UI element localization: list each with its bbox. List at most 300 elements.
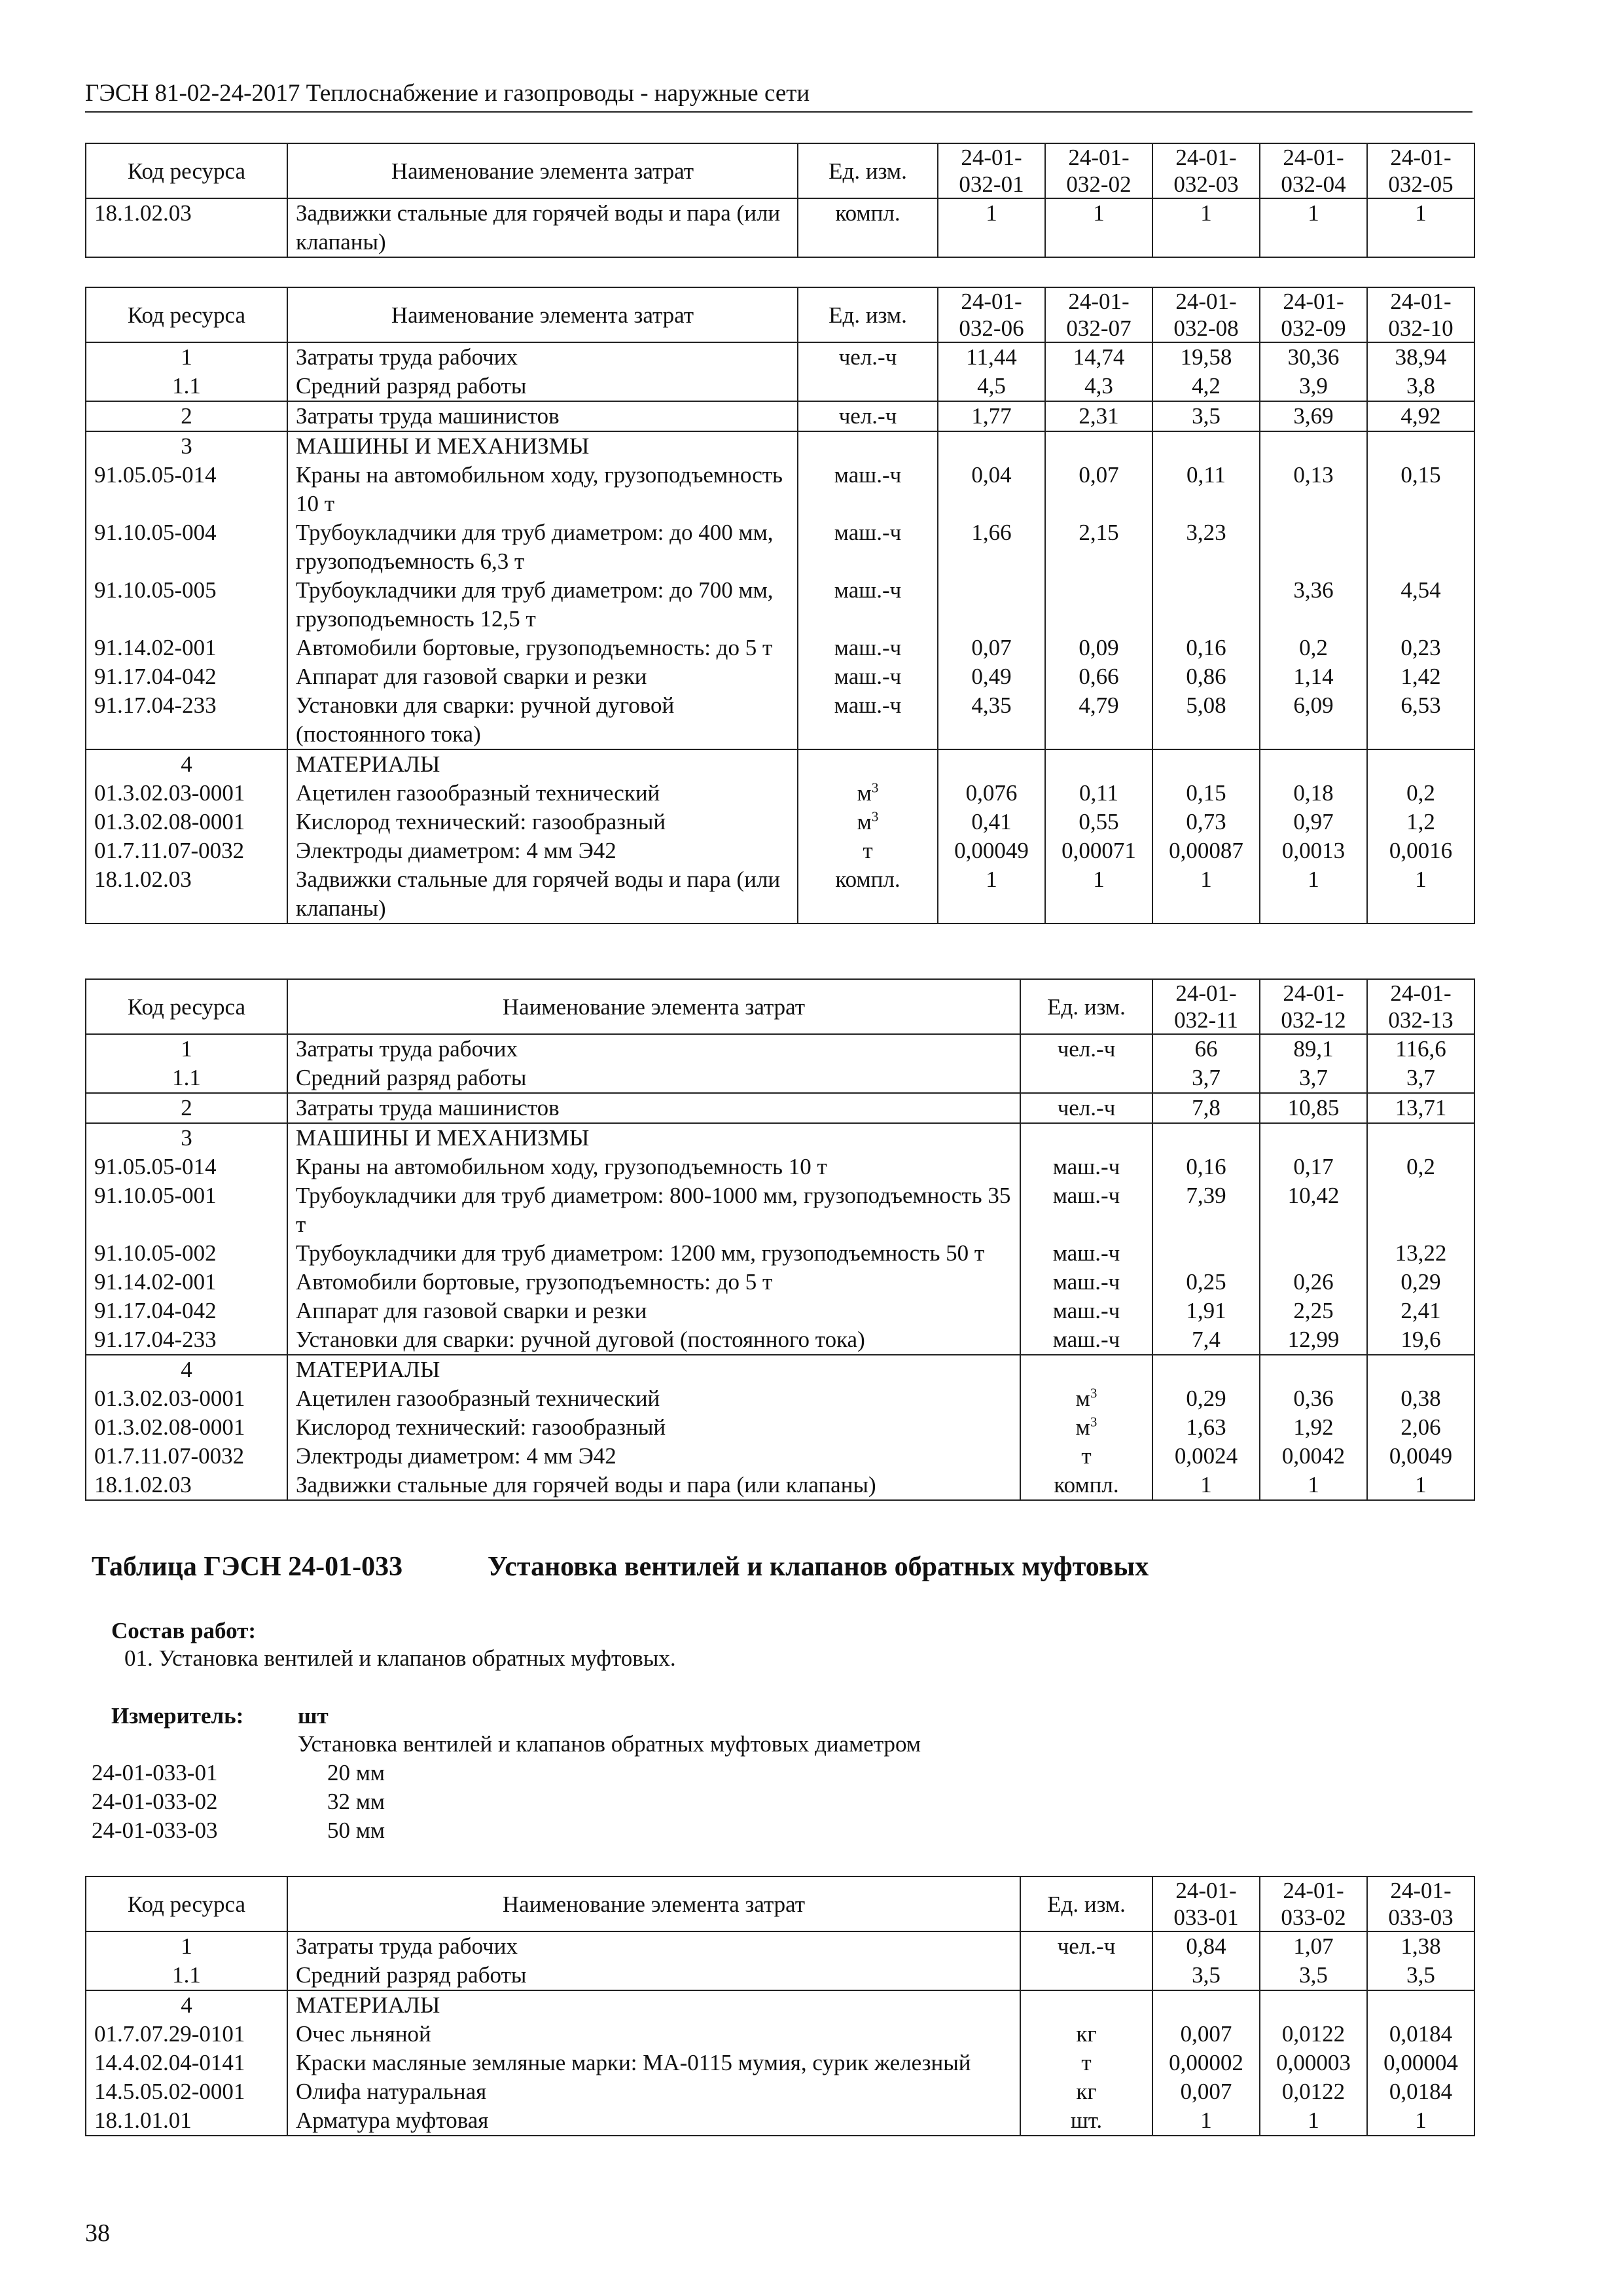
resource-code: 1 [86,1931,287,1961]
table-row [86,749,1474,779]
norm-value [1367,1123,1474,1153]
table-row [86,865,1474,924]
unit [798,749,938,779]
resource-name: Арматура муфтовая [287,2106,1020,2136]
norm-value: 1,14 [1260,662,1367,691]
measure-item-code: 24-01-033-01 [92,1760,218,1785]
table-row [86,1064,1474,1093]
resource-table-032-01-05 [85,143,1475,258]
measure-item-code: 24-01-033-03 [92,1818,218,1843]
table-row [86,634,1474,662]
resource-code: 14.4.02.04-0141 [86,2049,287,2077]
norm-value: 0,07 [938,634,1045,662]
table-row [86,518,1474,576]
header-norm-code: 24-01- 032-10 [1367,287,1474,342]
norm-value: 116,6 [1367,1034,1474,1064]
resource-name: Средний разряд работы [287,372,798,401]
unit: маш.-ч [1020,1153,1152,1181]
table-row [86,461,1474,518]
norm-value [1152,1990,1260,2020]
table-row [86,372,1474,401]
norm-value: 19,58 [1152,342,1260,372]
resource-code: 1 [86,342,287,372]
unit: $м^3$ [1020,1384,1152,1413]
table-row [86,1413,1474,1442]
unit: маш.-ч [1020,1239,1152,1268]
resource-name: Кислород технический: газообразный [287,808,798,836]
norm-value [1367,1355,1474,1384]
norm-value: 0,09 [1045,634,1152,662]
norm-value: 0,11 [1045,779,1152,808]
norm-value: 0,97 [1260,808,1367,836]
norm-value: 1 [938,198,1045,257]
resource-code: 18.1.02.03 [86,1471,287,1500]
norm-value: 1 [1152,198,1260,257]
norm-value: 0,13 [1260,461,1367,518]
measure-item-value: 32 мм [327,1789,385,1814]
header-norm-code: 24-01- 032-07 [1045,287,1152,342]
norm-value [938,431,1045,461]
norm-value: 0,2 [1260,634,1367,662]
norm-value: 0,26 [1260,1268,1367,1297]
norm-value: 0,49 [938,662,1045,691]
table-title-text: Установка вентилей и клапанов обратных муфтовых [488,1552,1149,1582]
resource-name: Автомобили бортовые, грузоподъемность: до 5 т [287,634,798,662]
norm-value [1260,1239,1367,1268]
resource-code: 01.3.02.03-0001 [86,1384,287,1413]
unit: маш.-ч [798,691,938,749]
unit: т [1020,2049,1152,2077]
unit: маш.-ч [798,662,938,691]
resource-code: 1.1 [86,1961,287,1990]
norm-value: 0,29 [1367,1268,1474,1297]
norm-value: 2,31 [1045,401,1152,431]
resource-name: Электроды диаметром: 4 мм Э42 [287,836,798,865]
table-row [86,1153,1474,1181]
norm-value [1367,749,1474,779]
resource-code: 2 [86,401,287,431]
norm-value: 1,91 [1152,1297,1260,1325]
norm-value: 1,77 [938,401,1045,431]
norm-value: 1,2 [1367,808,1474,836]
norm-value: 89,1 [1260,1034,1367,1064]
resource-code: 4 [86,1990,287,2020]
resource-code: 91.05.05-014 [86,1153,287,1181]
resource-name: Кислород технический: газообразный [287,1413,1020,1442]
resource-code: 18.1.01.01 [86,2106,287,2136]
table-title-code: Таблица ГЭСН 24-01-033 [92,1552,403,1582]
unit: т [1020,1442,1152,1471]
unit: чел.-ч [1020,1093,1152,1123]
norm-value: 1,07 [1260,1931,1367,1961]
norm-value: 1 [1367,2106,1474,2136]
measure-item-value: 50 мм [327,1818,385,1843]
norm-value: 0,0184 [1367,2020,1474,2049]
resource-name: МАТЕРИАЛЫ [287,749,798,779]
header-norm-code: 24-01- 032-08 [1152,287,1260,342]
table-row [86,1123,1474,1153]
table-row [86,342,1474,372]
resource-code: 91.05.05-014 [86,461,287,518]
unit: кг [1020,2020,1152,2049]
norm-value: 4,5 [938,372,1045,401]
norm-value: 1,42 [1367,662,1474,691]
header-unit: Ед. изм. [798,287,938,342]
norm-value [938,576,1045,634]
norm-value: 0,007 [1152,2020,1260,2049]
resource-code: 91.10.05-005 [86,576,287,634]
header-unit: Ед. изм. [1020,979,1152,1034]
norm-value: 0,41 [938,808,1045,836]
table-row [86,401,1474,431]
norm-value: 4,2 [1152,372,1260,401]
header-norm-code: 24-01- 032-13 [1367,979,1474,1034]
resource-code: 01.3.02.03-0001 [86,779,287,808]
header-name: Наименование элемента затрат [287,1876,1020,1931]
resource-name: Олифа натуральная [287,2077,1020,2106]
header-norm-code: 24-01- 032-04 [1260,143,1367,198]
resource-table-032-06-10 [85,287,1475,924]
norm-value [1152,1239,1260,1268]
table-header [86,143,1474,198]
measure-item-code: 24-01-033-02 [92,1789,218,1814]
resource-name: Трубоукладчики для труб диаметром: 1200 мм, грузоподъемность 50 т [287,1239,1020,1268]
header-norm-code: 24-01- 032-12 [1260,979,1367,1034]
norm-value: 0,15 [1367,461,1474,518]
unit: чел.-ч [798,342,938,372]
resource-name: Краны на автомобильном ходу, грузоподъемность 10 т [287,461,798,518]
table-row [86,1471,1474,1500]
norm-value: 3,7 [1260,1064,1367,1093]
table-header [86,979,1474,1034]
norm-value: 1 [1152,2106,1260,2136]
norm-value [1152,1123,1260,1153]
norm-value: 11,44 [938,342,1045,372]
norm-value: 1,38 [1367,1931,1474,1961]
unit: компл. [798,865,938,924]
norm-value: 7,39 [1152,1181,1260,1239]
unit: чел.-ч [798,401,938,431]
measure-description: Установка вентилей и клапанов обратных муфтовых диаметром [298,1731,921,1757]
norm-value: 3,5 [1260,1961,1367,1990]
resource-name: Установки для сварки: ручной дуговой (постоянного тока) [287,691,798,749]
measure-unit: шт [298,1703,329,1729]
norm-value: 0,73 [1152,808,1260,836]
table-row [86,836,1474,865]
norm-value: 3,69 [1260,401,1367,431]
norm-value: 0,86 [1152,662,1260,691]
norm-value: 19,6 [1367,1325,1474,1355]
table-row [86,576,1474,634]
unit: $м^3$ [1020,1413,1152,1442]
norm-value: 3,8 [1367,372,1474,401]
header-norm-code: 24-01- 033-02 [1260,1876,1367,1931]
header-code: Код ресурса [86,287,287,342]
norm-value: 0,23 [1367,634,1474,662]
unit: компл. [798,198,938,257]
table-row [86,1961,1474,1990]
header-unit: Ед. изм. [1020,1876,1152,1931]
norm-value: 10,42 [1260,1181,1367,1239]
page-number: 38 [85,2219,110,2247]
norm-value: 4,3 [1045,372,1152,401]
norm-value: 38,94 [1367,342,1474,372]
table-row [86,2077,1474,2106]
resource-code: 91.10.05-004 [86,518,287,576]
running-header: ГЭСН 81-02-24-2017 Теплоснабжение и газопроводы - наружные сети [85,77,1472,113]
norm-value: 6,53 [1367,691,1474,749]
unit [798,431,938,461]
unit: маш.-ч [1020,1325,1152,1355]
resource-name: Затраты труда рабочих [287,1034,1020,1064]
unit: кг [1020,2077,1152,2106]
table-row [86,2049,1474,2077]
norm-value: 1,63 [1152,1413,1260,1442]
norm-value: 0,38 [1367,1384,1474,1413]
resource-name: МАТЕРИАЛЫ [287,1990,1020,2020]
resource-name: Задвижки стальные для горячей воды и пара (или клапаны) [287,1471,1020,1500]
resource-code: 1.1 [86,1064,287,1093]
norm-value: 1 [1367,198,1474,257]
resource-name: Задвижки стальные для горячей воды и пара (или клапаны) [287,865,798,924]
resource-name: Автомобили бортовые, грузоподъемность: до 5 т [287,1268,1020,1297]
resource-code: 2 [86,1093,287,1123]
resource-name: Аппарат для газовой сварки и резки [287,1297,1020,1325]
norm-value: 1,66 [938,518,1045,576]
resource-table-033 [85,1876,1475,2136]
norm-value: 30,36 [1260,342,1367,372]
norm-value [1045,576,1152,634]
resource-code: 01.7.11.07-0032 [86,836,287,865]
header-unit: Ед. изм. [798,143,938,198]
norm-value: 0,00049 [938,836,1045,865]
resource-code: 1.1 [86,372,287,401]
table-row [86,808,1474,836]
table-row [86,1355,1474,1384]
table-row [86,1384,1474,1413]
norm-value: 66 [1152,1034,1260,1064]
norm-value: 2,41 [1367,1297,1474,1325]
unit [1020,1355,1152,1384]
table-row [86,1093,1474,1123]
header-code: Код ресурса [86,143,287,198]
norm-value: 1 [938,865,1045,924]
resource-name: Затраты труда рабочих [287,1931,1020,1961]
resource-name: Затраты труда машинистов [287,401,798,431]
header-code: Код ресурса [86,1876,287,1931]
norm-value: 0,0024 [1152,1442,1260,1471]
resource-code: 01.7.07.29-0101 [86,2020,287,2049]
unit: компл. [1020,1471,1152,1500]
resource-name: Трубоукладчики для труб диаметром: до 400 мм, грузоподъемность 6,3 т [287,518,798,576]
norm-value: 13,71 [1367,1093,1474,1123]
norm-value: 0,007 [1152,2077,1260,2106]
norm-value: 0,66 [1045,662,1152,691]
unit [798,372,938,401]
header-norm-code: 24-01- 032-06 [938,287,1045,342]
table-row [86,431,1474,461]
norm-value: 0,0042 [1260,1442,1367,1471]
unit: маш.-ч [798,634,938,662]
resource-code: 91.14.02-001 [86,634,287,662]
unit [1020,1961,1152,1990]
norm-value: 0,00003 [1260,2049,1367,2077]
norm-value: 0,0049 [1367,1442,1474,1471]
norm-value: 0,11 [1152,461,1260,518]
norm-value: 1 [1367,865,1474,924]
norm-value: 0,07 [1045,461,1152,518]
norm-value: 14,74 [1045,342,1152,372]
resource-code: 3 [86,431,287,461]
resource-code: 3 [86,1123,287,1153]
resource-name: Ацетилен газообразный технический [287,779,798,808]
norm-value: 1 [1367,1471,1474,1500]
header-norm-code: 24-01- 033-01 [1152,1876,1260,1931]
table-row [86,1990,1474,2020]
norm-value: 3,36 [1260,576,1367,634]
norm-value: 0,55 [1045,808,1152,836]
unit: маш.-ч [1020,1297,1152,1325]
table-header [86,1876,1474,1931]
norm-value [1260,749,1367,779]
norm-value: 0,2 [1367,1153,1474,1181]
unit: шт. [1020,2106,1152,2136]
norm-value: 0,29 [1152,1384,1260,1413]
norm-value: 6,09 [1260,691,1367,749]
norm-value [938,749,1045,779]
table-row [86,691,1474,749]
norm-value [1260,1355,1367,1384]
resource-name: Трубоукладчики для труб диаметром: до 700 мм, грузоподъемность 12,5 т [287,576,798,634]
resource-name: Задвижки стальные для горячей воды и пара (или клапаны) [287,198,798,257]
norm-value: 0,00002 [1152,2049,1260,2077]
norm-value: 0,00004 [1367,2049,1474,2077]
norm-value: 0,00071 [1045,836,1152,865]
table-row [86,779,1474,808]
resource-code: 4 [86,1355,287,1384]
resource-code: 18.1.02.03 [86,198,287,257]
header-name: Наименование элемента затрат [287,287,798,342]
header-name: Наименование элемента затрат [287,979,1020,1034]
resource-name: Затраты труда машинистов [287,1093,1020,1123]
norm-value: 7,4 [1152,1325,1260,1355]
norm-value [1045,431,1152,461]
table-title [92,1551,1149,1583]
norm-value: 0,16 [1152,634,1260,662]
norm-value: 0,0122 [1260,2077,1367,2106]
norm-value [1260,1123,1367,1153]
norm-value: 1 [1152,1471,1260,1500]
norm-value: 12,99 [1260,1325,1367,1355]
norm-value: 1 [1260,1471,1367,1500]
composition-item: 01. Установка вентилей и клапанов обратных муфтовых. [124,1645,676,1671]
composition-label: Состав работ: [111,1618,256,1643]
resource-code: 91.17.04-233 [86,691,287,749]
unit [1020,1990,1152,2020]
norm-value: 0,04 [938,461,1045,518]
header-norm-code: 24-01- 032-03 [1152,143,1260,198]
norm-value: 0,15 [1152,779,1260,808]
norm-value [1260,431,1367,461]
norm-value [1367,518,1474,576]
resource-code: 01.7.11.07-0032 [86,1442,287,1471]
resource-name: МАТЕРИАЛЫ [287,1355,1020,1384]
header-name: Наименование элемента затрат [287,143,798,198]
header-norm-code: 24-01- 032-01 [938,143,1045,198]
norm-value: 13,22 [1367,1239,1474,1268]
norm-value: 0,18 [1260,779,1367,808]
norm-value [1367,431,1474,461]
resource-name: Ацетилен газообразный технический [287,1384,1020,1413]
table-row [86,1297,1474,1325]
norm-value: 4,54 [1367,576,1474,634]
resource-code: 91.10.05-001 [86,1181,287,1239]
norm-value: 0,2 [1367,779,1474,808]
resource-code: 91.17.04-042 [86,662,287,691]
norm-value: 3,7 [1152,1064,1260,1093]
norm-value: 0,076 [938,779,1045,808]
resource-name: Средний разряд работы [287,1961,1020,1990]
unit: $м^3$ [798,779,938,808]
table-row [86,1239,1474,1268]
table-row [86,1034,1474,1064]
norm-value [1260,518,1367,576]
norm-value: 3,23 [1152,518,1260,576]
measure-item-value: 20 мм [327,1760,385,1785]
norm-value: 1 [1045,865,1152,924]
norm-value: 3,5 [1152,401,1260,431]
norm-value: 1 [1045,198,1152,257]
header-code: Код ресурса [86,979,287,1034]
measure-label: Измеритель: [111,1703,244,1729]
unit: маш.-ч [1020,1268,1152,1297]
resource-name: Аппарат для газовой сварки и резки [287,662,798,691]
header-norm-code: 24-01- 032-11 [1152,979,1260,1034]
unit: маш.-ч [1020,1181,1152,1239]
norm-value: 0,0016 [1367,836,1474,865]
header-norm-code: 24-01- 033-03 [1367,1876,1474,1931]
table-row [86,1931,1474,1961]
table-row [86,2106,1474,2136]
unit: маш.-ч [798,518,938,576]
norm-value [1152,1355,1260,1384]
resource-code: 1 [86,1034,287,1064]
table-row [86,1442,1474,1471]
norm-value: 4,79 [1045,691,1152,749]
unit: чел.-ч [1020,1931,1152,1961]
unit: маш.-ч [798,461,938,518]
unit [1020,1123,1152,1153]
norm-value: 0,0013 [1260,836,1367,865]
resource-name: Краны на автомобильном ходу, грузоподъемность 10 т [287,1153,1020,1181]
norm-value: 0,25 [1152,1268,1260,1297]
norm-value: 1,92 [1260,1413,1367,1442]
norm-value [1045,749,1152,779]
norm-value: 4,35 [938,691,1045,749]
table-row [86,1181,1474,1239]
norm-value: 1 [1260,2106,1367,2136]
resource-code: 91.10.05-002 [86,1239,287,1268]
norm-value: 0,36 [1260,1384,1367,1413]
header-norm-code: 24-01- 032-02 [1045,143,1152,198]
unit: т [798,836,938,865]
resource-name: Затраты труда рабочих [287,342,798,372]
norm-value: 5,08 [1152,691,1260,749]
resource-code: 01.3.02.08-0001 [86,1413,287,1442]
norm-value: 2,15 [1045,518,1152,576]
unit: $м^3$ [798,808,938,836]
unit: маш.-ч [798,576,938,634]
